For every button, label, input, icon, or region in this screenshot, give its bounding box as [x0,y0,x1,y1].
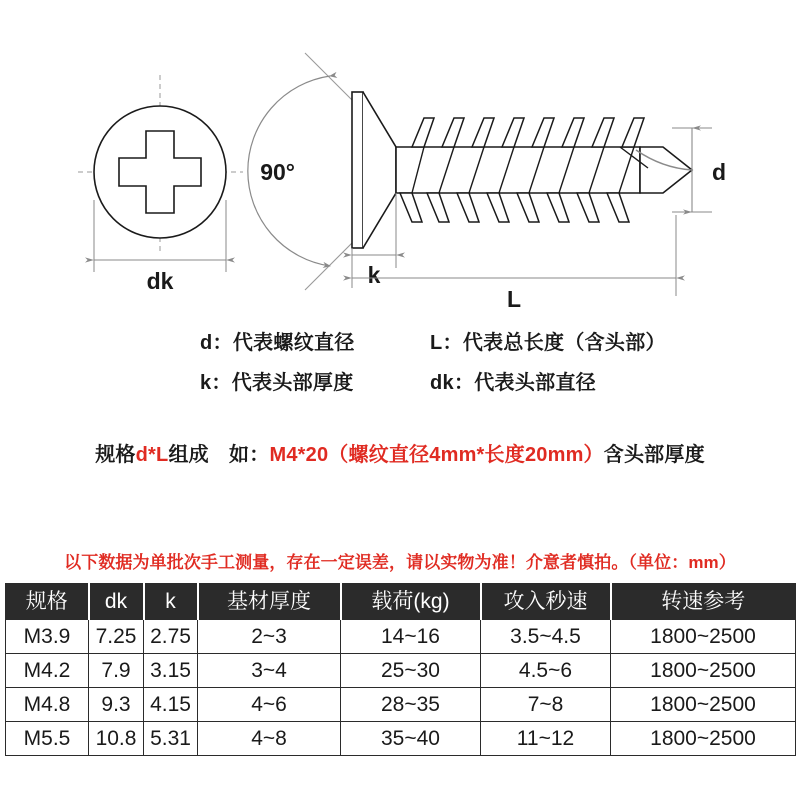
cell-dk: 7.25 [89,620,144,654]
cell-dk: 10.8 [89,722,144,756]
angle-label: 90° [260,159,295,185]
thread-flights-lower [400,193,629,222]
cell-rpm: 1800~2500 [611,620,796,654]
cell-k: 2.75 [144,620,198,654]
cell-drive-speed: 11~12 [481,722,611,756]
head-top-view [78,75,243,294]
cell-drive-speed: 7~8 [481,688,611,722]
L-dimension-label: L [506,286,522,312]
cell-k: 5.31 [144,722,198,756]
legend-k-description: k：代表头部厚度 [200,372,354,394]
symbol-legend [0,326,800,406]
screw-side-view [248,53,726,312]
column-header-spec: 规格 [6,584,89,620]
cell-spec: M4.2 [6,654,89,688]
column-header-drive-speed: 攻入秒速 [481,584,611,620]
cell-rpm: 1800~2500 [611,654,796,688]
cell-k: 3.15 [144,654,198,688]
column-header-k: k [144,584,198,620]
cell-rpm: 1800~2500 [611,722,796,756]
cell-drive-speed: 4.5~6 [481,654,611,688]
k-dimension-label: k [367,262,381,288]
cell-load: 35~40 [341,722,481,756]
measurement-disclaimer-notice: 以下数据为单批次手工测量，存在一定误差，请以实物为准！介意者慎拍。（单位：mm） [64,553,736,572]
legend-L-description: L：代表总长度（含头部） [430,332,666,354]
column-header-load: 载荷(kg) [341,584,481,620]
legend-row [0,326,800,366]
spec-prefix: 规格 [95,444,136,466]
spec-example: M4*20（螺纹直径4mm*长度20mm） [269,444,604,466]
table-header-row [6,584,796,620]
table-row [6,654,796,688]
cell-base-thickness: 3~4 [198,654,341,688]
legend-dk-description: dk：代表头部直径 [430,372,597,394]
thread-flights-upper [412,118,644,147]
cell-base-thickness: 4~8 [198,722,341,756]
legend-d-description: d：代表螺纹直径 [200,332,355,354]
screw-diagram-svg [0,0,800,320]
cell-k: 4.15 [144,688,198,722]
column-header-dk: dk [89,584,144,620]
head-flat-face [352,92,363,248]
specification-table-container [5,583,795,756]
table-row [6,722,796,756]
specification-format-line [0,438,800,467]
column-header-base-thickness: 基材厚度 [198,584,341,620]
cell-load: 25~30 [341,654,481,688]
cell-dk: 9.3 [89,688,144,722]
specification-table [5,583,796,756]
table-row [6,688,796,722]
cell-base-thickness: 4~6 [198,688,341,722]
table-row [6,620,796,654]
dk-dimension-label: dk [146,268,174,294]
screw-shank-body [396,147,640,193]
technical-drawing [0,0,800,320]
cell-load: 28~35 [341,688,481,722]
cell-spec: M5.5 [6,722,89,756]
cell-spec: M4.8 [6,688,89,722]
spec-code: d*L [135,444,169,466]
cell-base-thickness: 2~3 [198,620,341,654]
cell-drive-speed: 3.5~4.5 [481,620,611,654]
legend-row [0,366,800,406]
cell-rpm: 1800~2500 [611,688,796,722]
cell-load: 14~16 [341,620,481,654]
spec-middle: 组成 如： [168,444,270,466]
countersunk-head-taper [363,92,396,248]
cell-spec: M3.9 [6,620,89,654]
cell-dk: 7.9 [89,654,144,688]
spec-suffix: 含头部厚度 [603,444,705,466]
self-drilling-point [640,147,692,193]
column-header-rpm: 转速参考 [611,584,796,620]
d-dimension-label: d [712,159,727,185]
